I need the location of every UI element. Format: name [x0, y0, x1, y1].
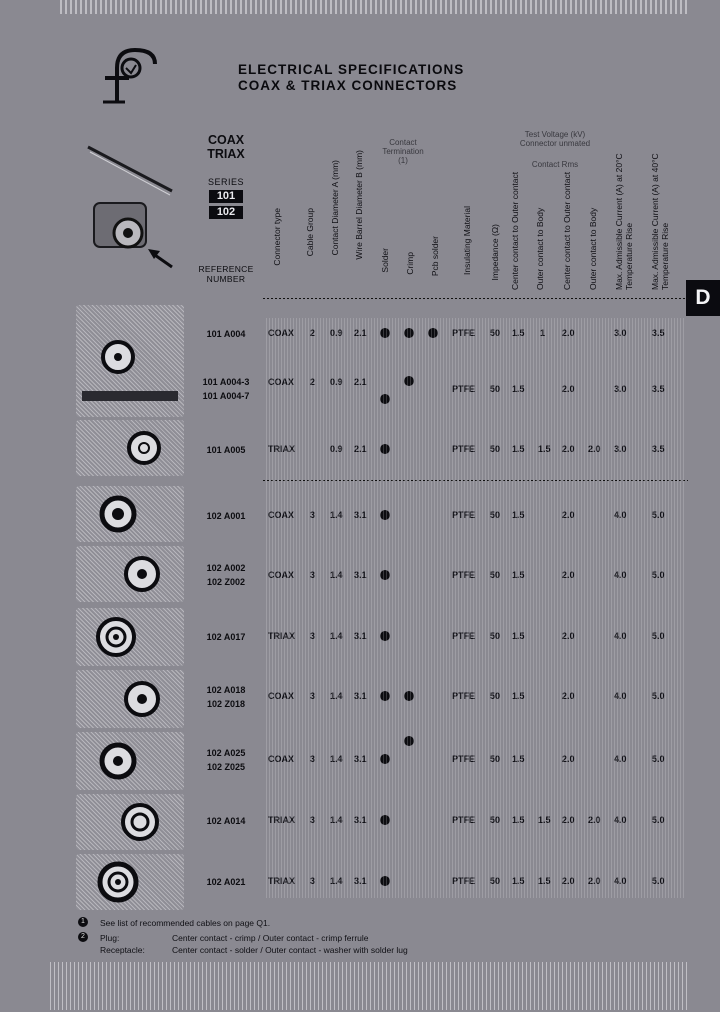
cell-cable-group: 3 [310, 510, 316, 520]
col-header-solder: Solder [380, 248, 390, 273]
cell-current-40c: 3.5 [652, 328, 665, 338]
photo-102-a025 [76, 732, 184, 790]
photo-102-a002 [76, 546, 184, 602]
cell-barrel-diameter: 2.1 [354, 328, 367, 338]
col-header-max-current-20c: Max. Admissible Current (A) at 20°C Temperature Rise [614, 153, 634, 290]
page-title [238, 62, 464, 94]
title-line-1: ELECTRICAL SPECIFICATIONS [238, 62, 465, 77]
cell-current-40c: 3.5 [652, 444, 665, 454]
cell-cable-group: 2 [310, 328, 316, 338]
cell-test-voltage-outer-body: 1.5 [538, 815, 551, 825]
cell-connector-type: COAX [268, 328, 295, 338]
cell-test-voltage-center-outer: 1.5 [512, 328, 525, 338]
table-row-ref: 101 A005 [206, 445, 246, 455]
footnotes [78, 917, 408, 956]
connector-face-icon [76, 305, 184, 417]
cell-current-40c: 5.0 [652, 510, 665, 520]
photo-102-a018 [76, 670, 184, 728]
cell-connector-type: TRIAX [268, 815, 295, 825]
section-tab[interactable]: D [686, 280, 720, 316]
title-line-2: COAX & TRIAX CONNECTORS [238, 78, 458, 93]
footnote-2 [78, 932, 408, 944]
company-logo [95, 42, 165, 106]
col-header-connector-type: Connector type [272, 208, 282, 266]
footnote-1 [78, 917, 408, 929]
cell-test-voltage-center-outer: 1.5 [512, 384, 525, 394]
cell-barrel-diameter: 3.1 [354, 754, 367, 764]
connector-illustration [80, 135, 190, 275]
termination-group-header [372, 138, 434, 165]
cell-current-40c: 5.0 [652, 876, 665, 886]
cell-current-40c: 3.5 [652, 384, 665, 394]
col-header-crimp: Crimp [405, 252, 415, 275]
cell-test-voltage-outer-body-2: 2.0 [588, 815, 601, 825]
cell-impedance: 50 [490, 570, 501, 580]
ref-line-2: 102 Z002 [206, 577, 246, 587]
col-header-contact-diameter: Contact Diameter A (mm) [330, 160, 340, 256]
col-header-cable-group: Cable Group [305, 208, 315, 257]
cell-contact-diameter: 1.4 [330, 570, 343, 580]
cell-cable-group: 3 [310, 754, 316, 764]
test-voltage-line-1: Test Voltage (kV) [524, 130, 586, 139]
cell-insulating-material: PTFE [452, 691, 476, 701]
cell-test-voltage-outer-body: 1.5 [538, 876, 551, 886]
ref-line-1: 102 A002 [206, 563, 246, 573]
connector-face-icon [76, 486, 184, 542]
table-row-ref [190, 746, 262, 774]
cell-impedance: 50 [490, 510, 501, 520]
cell-test-voltage-center-outer-2: 2.0 [562, 328, 575, 338]
cell-insulating-material: PTFE [452, 444, 476, 454]
col-header-outer-to-body-2: Outer contact to Body [588, 207, 598, 290]
cell-test-voltage-center-outer: 1.5 [512, 570, 525, 580]
cell-current-20c: 3.0 [614, 384, 627, 394]
test-voltage-line-2: Connector unmated [519, 139, 591, 148]
cell-impedance: 50 [490, 815, 501, 825]
table-row-ref: 102 A021 [206, 877, 246, 887]
footnote-3-label: Receptacle: [100, 945, 145, 955]
cell-cable-group: 3 [310, 570, 316, 580]
cell-current-20c: 4.0 [614, 815, 627, 825]
series-102-badge: 102 [209, 206, 243, 219]
footnote-2-label: Plug: [100, 933, 120, 943]
table-row-ref [190, 683, 262, 711]
cell-barrel-diameter: 3.1 [354, 876, 367, 886]
ref-line-1: 102 A025 [206, 748, 246, 758]
cell-connector-type: COAX [268, 691, 295, 701]
cell-test-voltage-center-outer: 1.5 [512, 876, 525, 886]
cell-insulating-material: PTFE [452, 384, 476, 394]
cell-cable-group: 3 [310, 815, 316, 825]
cell-impedance: 50 [490, 444, 501, 454]
cell-test-voltage-center-outer-2: 2.0 [562, 384, 575, 394]
cell-test-voltage-outer-body-2: 2.0 [588, 444, 601, 454]
col-header-center-to-outer-2: Center contact to Outer contact [562, 171, 572, 290]
cell-barrel-diameter: 3.1 [354, 570, 367, 580]
photo-102-a017 [76, 608, 184, 666]
cell-current-40c: 5.0 [652, 815, 665, 825]
cell-current-40c: 5.0 [652, 570, 665, 580]
ref-line-2: 102 Z018 [206, 699, 246, 709]
cell-contact-diameter: 1.4 [330, 754, 343, 764]
photo-101-a004 [76, 305, 184, 417]
connector-face-icon [76, 732, 184, 790]
cell-test-voltage-center-outer-2: 2.0 [562, 444, 575, 454]
cell-test-voltage-center-outer: 1.5 [512, 631, 525, 641]
col-header-wire-barrel-diameter: Wire Barrel Diameter B (mm) [354, 150, 364, 260]
cell-current-20c: 3.0 [614, 328, 627, 338]
cell-test-voltage-outer-body: 1 [540, 328, 546, 338]
cell-test-voltage-center-outer-2: 2.0 [562, 510, 575, 520]
connector-face-icon [76, 420, 184, 476]
series-title-coax: COAX [207, 133, 245, 147]
cell-current-20c: 4.0 [614, 570, 627, 580]
cell-barrel-diameter: 3.1 [354, 510, 367, 520]
termination-line-3: (1) [398, 156, 408, 165]
col-header-insulating-material: Insulating Material [462, 206, 472, 275]
cell-impedance: 50 [490, 691, 501, 701]
cell-contact-diameter: 1.4 [330, 510, 343, 520]
col-header-pcb-solder: Pcb solder [430, 236, 440, 277]
cell-test-voltage-outer-body: 1.5 [538, 444, 551, 454]
connector-face-icon [76, 546, 184, 602]
footnote-3-text: Center contact - solder / Outer contact - washer with solder lug [172, 945, 408, 955]
series-101-badge: 101 [209, 190, 243, 203]
cell-barrel-diameter: 2.1 [354, 444, 367, 454]
cell-cable-group: 3 [310, 691, 316, 701]
cell-test-voltage-center-outer-2: 2.0 [562, 876, 575, 886]
cell-connector-type: TRIAX [268, 631, 295, 641]
cell-insulating-material: PTFE [452, 328, 476, 338]
cell-barrel-diameter: 2.1 [354, 377, 367, 387]
col-header-outer-to-body-1: Outer contact to Body [535, 207, 545, 290]
cell-contact-diameter: 1.4 [330, 631, 343, 641]
scan-noise-bottom [50, 962, 690, 1010]
cell-test-voltage-center-outer: 1.5 [512, 815, 525, 825]
ref-line-1: 102 A018 [206, 685, 246, 695]
termination-line-1: Contact [389, 138, 417, 147]
cell-current-40c: 5.0 [652, 754, 665, 764]
cell-current-20c: 4.0 [614, 754, 627, 764]
reference-number-label [193, 264, 259, 284]
footnote-mark-2: 2 [78, 932, 88, 942]
cell-current-20c: 4.0 [614, 876, 627, 886]
connector-face-icon [76, 794, 184, 850]
scan-stipple [266, 318, 686, 898]
series-title-triax: TRIAX [207, 147, 245, 161]
footnote-1-text: See list of recommended cables on page Q1. [100, 918, 271, 928]
cell-test-voltage-center-outer-2: 2.0 [562, 754, 575, 764]
cell-connector-type: COAX [268, 377, 295, 387]
col-header-max-current-40c: Max. Admissible Current (A) at 40°C Temperature Rise [650, 153, 670, 290]
cell-impedance: 50 [490, 384, 501, 394]
cell-insulating-material: PTFE [452, 754, 476, 764]
cell-insulating-material: PTFE [452, 815, 476, 825]
cell-test-voltage-center-outer-2: 2.0 [562, 691, 575, 701]
cell-cable-group: 2 [310, 377, 316, 387]
ref-line-2: 101 A004-7 [202, 391, 250, 401]
cell-insulating-material: PTFE [452, 570, 476, 580]
cell-current-40c: 5.0 [652, 631, 665, 641]
cell-current-20c: 4.0 [614, 691, 627, 701]
cell-impedance: 50 [490, 631, 501, 641]
scan-noise-top [60, 0, 690, 14]
cell-insulating-material: PTFE [452, 631, 476, 641]
table-row-ref [190, 561, 262, 589]
photo-102-a021 [76, 854, 184, 910]
cell-current-40c: 5.0 [652, 691, 665, 701]
cell-test-voltage-center-outer-2: 2.0 [562, 570, 575, 580]
series-label: SERIES [207, 177, 244, 187]
cell-contact-diameter: 0.9 [330, 328, 343, 338]
cell-connector-type: COAX [268, 754, 295, 764]
footnote-mark-1: 1 [78, 917, 88, 927]
ref-line-2: 102 Z025 [206, 762, 246, 772]
cell-current-20c: 3.0 [614, 444, 627, 454]
cell-current-20c: 4.0 [614, 510, 627, 520]
cell-impedance: 50 [490, 328, 501, 338]
cell-cable-group: 3 [310, 631, 316, 641]
cell-test-voltage-center-outer: 1.5 [512, 691, 525, 701]
test-voltage-line-3: Contact Rms [531, 160, 579, 169]
cell-test-voltage-outer-body-2: 2.0 [588, 876, 601, 886]
cell-contact-diameter: 1.4 [330, 691, 343, 701]
cell-contact-diameter: 1.4 [330, 876, 343, 886]
cell-test-voltage-center-outer: 1.5 [512, 510, 525, 520]
footnote-2-text: Center contact - crimp / Outer contact - crimp ferrule [172, 933, 369, 943]
cell-barrel-diameter: 3.1 [354, 631, 367, 641]
cell-test-voltage-center-outer-2: 2.0 [562, 815, 575, 825]
table-row-ref: 101 A004 [206, 329, 246, 339]
footnote-3 [78, 944, 408, 956]
photo-102-a014 [76, 794, 184, 850]
col-header-center-to-outer-1: Center contact to Outer contact [510, 171, 520, 290]
connector-face-icon [76, 670, 184, 728]
table-row-ref [190, 375, 262, 403]
series-block [196, 133, 256, 219]
ref-line-1: 101 A004-3 [202, 377, 250, 387]
cell-cable-group: 3 [310, 876, 316, 886]
cell-current-20c: 4.0 [614, 631, 627, 641]
cell-impedance: 50 [490, 754, 501, 764]
cell-test-voltage-center-outer-2: 2.0 [562, 631, 575, 641]
table-row-ref: 102 A014 [206, 816, 246, 826]
cell-connector-type: TRIAX [268, 876, 295, 886]
reference-label-line-2: NUMBER [206, 274, 246, 284]
photo-102-a001 [76, 486, 184, 542]
connector-face-icon [76, 608, 184, 666]
table-top-rule [263, 298, 688, 299]
cell-contact-diameter: 0.9 [330, 377, 343, 387]
termination-line-2: Termination [382, 147, 424, 156]
connector-face-icon [76, 854, 184, 910]
cell-barrel-diameter: 3.1 [354, 815, 367, 825]
cell-contact-diameter: 1.4 [330, 815, 343, 825]
cell-connector-type: TRIAX [268, 444, 295, 454]
cell-insulating-material: PTFE [452, 510, 476, 520]
photo-101-a005 [76, 420, 184, 476]
table-row-ref: 102 A017 [206, 632, 246, 642]
cell-connector-type: COAX [268, 510, 295, 520]
cell-contact-diameter: 0.9 [330, 444, 343, 454]
cell-test-voltage-center-outer: 1.5 [512, 754, 525, 764]
cell-connector-type: COAX [268, 570, 295, 580]
table-row-ref: 102 A001 [206, 511, 246, 521]
cell-barrel-diameter: 3.1 [354, 691, 367, 701]
reference-label-line-1: REFERENCE [198, 264, 254, 274]
cell-insulating-material: PTFE [452, 876, 476, 886]
cell-test-voltage-center-outer: 1.5 [512, 444, 525, 454]
cell-impedance: 50 [490, 876, 501, 886]
col-header-impedance: Impedance (Ω) [490, 224, 500, 281]
